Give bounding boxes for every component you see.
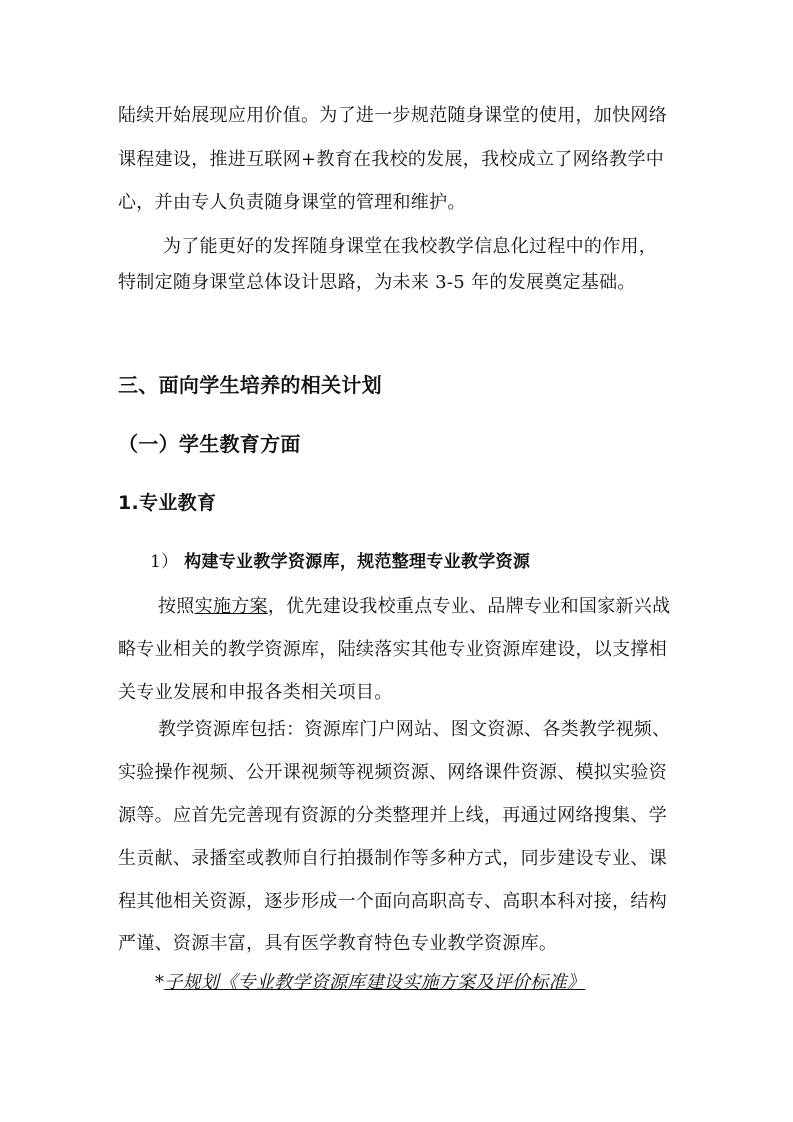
subplan-link[interactable]: 子规划《专业教学资源库建设实施方案及评价标准》 (164, 972, 586, 993)
sub-item-title: 构建专业教学资源库，规范整理专业教学资源 (184, 552, 531, 572)
paragraph-line: 心，并由专人负责随身课堂的管理和维护。 (118, 192, 466, 213)
paragraph-line: 略专业相关的教学资源库，陆续落实其他专业资源库建设，以支撑相 (118, 639, 667, 660)
paragraph-line: 程其他相关资源，逐步形成一个面向高职高专、高职本科对接，结构 (118, 891, 667, 912)
subplan-reference (155, 971, 585, 995)
paragraph-line: 为了能更好的发挥随身课堂在我校教学信息化过程中的作用， (163, 236, 658, 257)
asterisk: * (155, 972, 165, 993)
sub-item-number: 1） (150, 552, 179, 572)
item-heading: 1.专业教育 (118, 492, 217, 514)
paragraph-line: 陆续开始展现应用价值。为了进一步规范随身课堂的使用，加快网络 (118, 105, 667, 126)
text-segment: ，优先建设我校重点专业、品牌专业和国家新兴战 (267, 596, 671, 617)
paragraph-line (158, 595, 670, 619)
paragraph-line: 特制定随身课堂总体设计思路，为未来 3-5 年的发展奠定基础。 (118, 272, 636, 293)
sub-item-heading (150, 550, 530, 574)
implementation-plan-link[interactable]: 实施方案 (194, 596, 268, 617)
text-segment: 按照 (158, 596, 195, 617)
paragraph-line: 生贡献、录播室或教师自行拍摄制作等多种方式，同步建设专业、课 (118, 848, 667, 869)
paragraph-line: 严谨、资源丰富，具有医学教育特色专业教学资源库。 (118, 933, 558, 954)
paragraph-line: 教学资源库包括：资源库门户网站、图文资源、各类教学视频、 (158, 719, 671, 740)
paragraph-line: 实验操作视频、公开课视频等视频资源、网络课件资源、模拟实验资 (118, 762, 667, 783)
section-heading: 三、面向学生培养的相关计划 (118, 373, 382, 397)
subsection-heading: （一）学生教育方面 (118, 432, 301, 456)
paragraph-line: 课程建设，推进互联网+教育在我校的发展，我校成立了网络教学中 (118, 149, 665, 170)
paragraph-line: 关专业发展和申报各类相关项目。 (118, 682, 393, 703)
paragraph-line: 源等。应首先完善现有资源的分类整理并上线，再通过网络搜集、学 (118, 805, 667, 826)
